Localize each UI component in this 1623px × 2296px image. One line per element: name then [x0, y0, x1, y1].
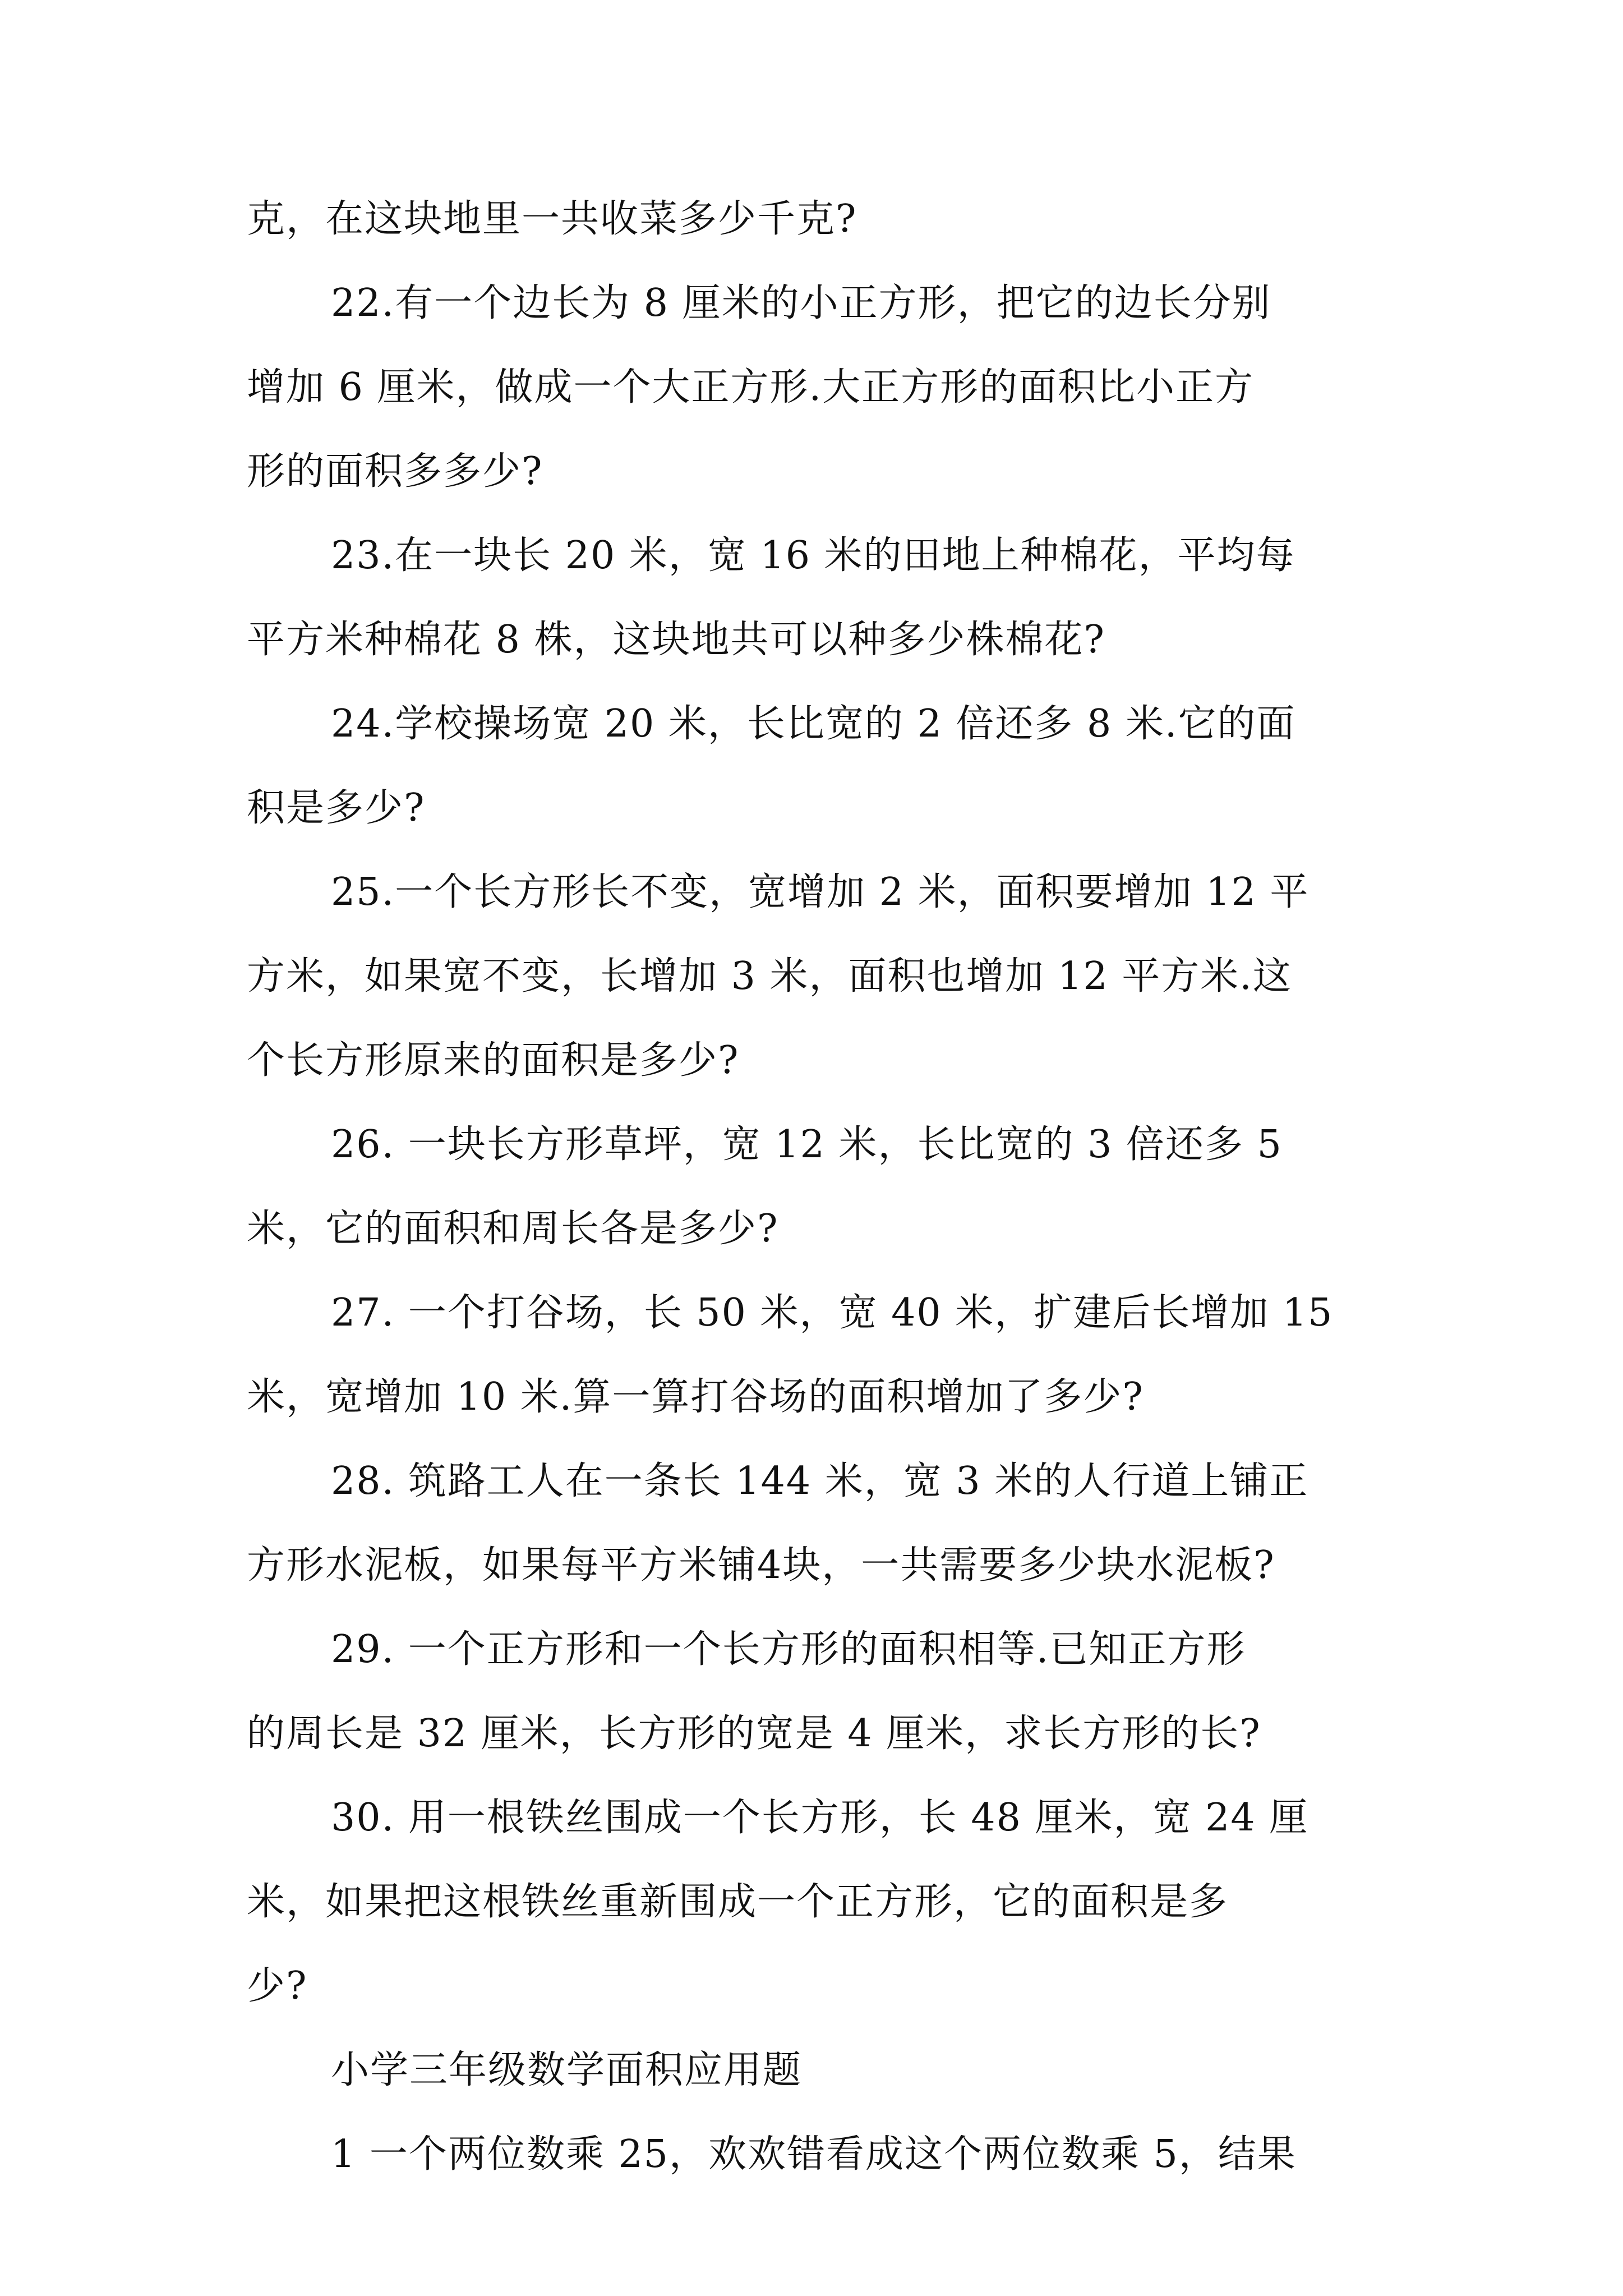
text-line-5: 23.在一块长 20 米，宽 16 米的田地上种棉花，平均每 — [331, 533, 1295, 578]
text-line-22: 少? — [247, 1964, 308, 2008]
text-line-8: 积是多少? — [247, 786, 426, 830]
text-line-15: 米，宽增加 10 米.算一算打谷场的面积增加了多少? — [247, 1375, 1144, 1419]
text-line-17: 方形水泥板，如果每平方米铺4块，一共需要多少块水泥板? — [247, 1543, 1275, 1588]
text-line-2: 22.有一个边长为 8 厘米的小正方形，把它的边长分别 — [331, 281, 1271, 325]
text-line-24: 1 一个两位数乘 25，欢欢错看成这个两位数乘 5，结果 — [331, 2132, 1297, 2177]
text-line-18: 29. 一个正方形和一个长方形的面积相等.已知正方形 — [331, 1627, 1246, 1672]
text-line-10: 方米，如果宽不变，长增加 3 米，面积也增加 12 平方米.这 — [247, 954, 1292, 999]
text-line-19: 的周长是 32 厘米，长方形的宽是 4 厘米，求长方形的长? — [247, 1711, 1261, 1756]
text-line-20: 30. 用一根铁丝围成一个长方形，长 48 厘米，宽 24 厘 — [331, 1796, 1309, 1840]
text-line-21: 米，如果把这根铁丝重新围成一个正方形，它的面积是多 — [247, 1880, 1229, 1924]
text-line-3: 增加 6 厘米，做成一个大正方形.大正方形的面积比小正方 — [247, 365, 1255, 409]
text-line-11: 个长方形原来的面积是多少? — [247, 1038, 740, 1083]
text-line-16: 28. 筑路工人在一条长 144 米，宽 3 米的人行道上铺正 — [331, 1459, 1309, 1503]
text-line-13: 米，它的面积和周长各是多少? — [247, 1207, 779, 1251]
text-line-4: 形的面积多多少? — [247, 449, 543, 494]
section-heading: 小学三年级数学面积应用题 — [331, 2048, 803, 2092]
text-line-1: 克，在这块地里一共收菜多少千克? — [247, 197, 857, 241]
text-line-9: 25.一个长方形长不变，宽增加 2 米，面积要增加 12 平 — [331, 870, 1310, 914]
text-line-6: 平方米种棉花 8 株，这块地共可以种多少株棉花? — [247, 618, 1105, 662]
document-body — [247, 199, 1385, 2219]
text-line-7: 24.学校操场宽 20 米，长比宽的 2 倍还多 8 米.它的面 — [331, 702, 1296, 746]
text-line-12: 26. 一块长方形草坪，宽 12 米，长比宽的 3 倍还多 5 — [331, 1122, 1283, 1167]
text-line-14: 27. 一个打谷场，长 50 米，宽 40 米，扩建后长增加 15 — [331, 1291, 1334, 1335]
